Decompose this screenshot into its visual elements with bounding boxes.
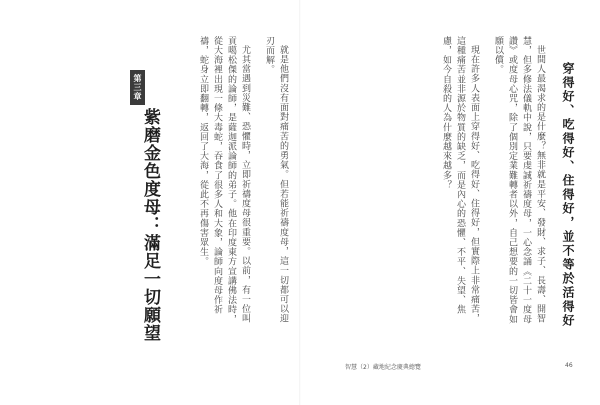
left-page-body <box>186 36 290 326</box>
paragraph: 世間人最渴求的是什麼？無非就是平安、發財、求子、長壽、開智慧，但多修法儀軌中說，只要虔誠祈禱度母，一心念誦《二十一度母讚》或度母心咒，除了個別定業難轉者以外，自己想要的一切皆會如願以償。 <box>493 36 545 324</box>
paragraph: 就是他們沒有面對痛苦的勇氣。但若能祈禱度母，這一切都可以迎刃而解。 <box>264 36 288 324</box>
paragraph: 尤其當遇到災難、恐懼時，立即祈禱度母很重要。以前，有一位叫貢噶松傑的論師，是薩迦派論師的弟子。他在印度東方宣講佛法時，從大海裡出現一條大毒蛇，吞食了很多人和大象，論師向度母作祈禱，蛇身立即翻轉，返回了大海，從此不再傷害眾生。 <box>198 36 250 324</box>
page-number: 46 <box>565 362 573 369</box>
running-footer: 智慧（2）藏地紀念慶典總覽 <box>345 364 421 371</box>
paragraph: 現在許多人表面上穿得好、吃得好、住得好，但實際上非常痛苦，這種痛苦並非源於物質的缺乏，而是內心的恐懼、不平、失望、焦慮，如今自殺的人為什麼越來越多？ <box>441 36 479 324</box>
right-page <box>300 0 600 405</box>
chapter-title: 紫磨金色度母：滿足一切願望 <box>140 108 160 342</box>
section-title: 穿得好、吃得好、住得好，並不等於活得好 <box>561 62 575 328</box>
right-page-body <box>352 36 547 326</box>
chapter-label: 第三章 <box>130 70 145 105</box>
